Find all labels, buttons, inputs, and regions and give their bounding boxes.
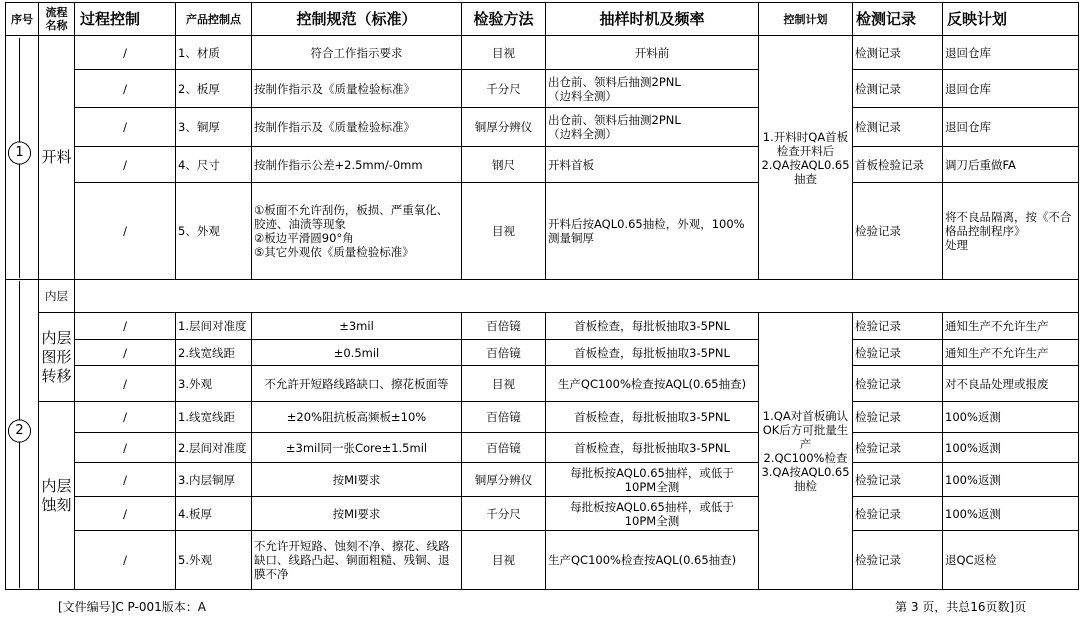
table-cell-process: / xyxy=(123,440,127,455)
table-cell-point: 2.线宽线距 xyxy=(178,345,235,360)
table-cell-reaction: 退回仓库 xyxy=(945,120,991,134)
table-cell-record: 检测记录 xyxy=(855,120,901,134)
table-cell-record: 检验记录 xyxy=(855,472,901,487)
table-cell-process: / xyxy=(123,319,127,333)
table-cell-spec: 按制作指示及《质量检验标准》 xyxy=(254,120,415,134)
table-cell-method: 百倍镜 xyxy=(486,410,521,424)
table-cell-record: 检验记录 xyxy=(855,410,901,424)
header-control-plan: 控制计划 xyxy=(783,12,828,26)
section2-control-plan: 1.QA对首板确认OK后方可批量生产 2.QC100%检查 3.QA按AQL0.65抽检 xyxy=(761,409,850,493)
table-cell-method: 百倍镜 xyxy=(486,319,521,333)
table-cell-spec: 按制作指示公差+2.5mm/-0mm xyxy=(254,157,423,172)
table-cell-point: 3、铜厚 xyxy=(178,120,220,134)
table-cell-spec: 按MI要求 xyxy=(332,472,381,487)
section2-name-pattern-transfer: 内层 图形 转移 xyxy=(41,328,72,385)
table-cell-timing: 首板检查，每批板抽取3-5PNL xyxy=(574,319,730,333)
table-cell-reaction: 退QC返检 xyxy=(945,553,997,567)
table-cell-point: 1.线宽线距 xyxy=(178,410,235,424)
table-cell-timing: 首板检查，每批板抽取3-5PNL xyxy=(574,440,730,455)
header-record: 检测记录 xyxy=(856,9,917,28)
table-cell-process: / xyxy=(123,553,127,567)
table-cell-reaction: 将不良品隔离，按《不合格品控制程序》 处理 xyxy=(945,210,1072,252)
table-cell-record: 检验记录 xyxy=(855,376,901,391)
table-cell-reaction: 通知生产不允许生产 xyxy=(945,345,1049,360)
table-cell-method: 百倍镜 xyxy=(486,345,521,360)
table-cell-record: 检验记录 xyxy=(855,345,901,360)
table-cell-record: 检验记录 xyxy=(855,319,901,333)
table-cell-method: 百倍镜 xyxy=(486,440,521,455)
table-cell-record: 检测记录 xyxy=(855,81,901,96)
table-cell-spec: ±0.5mil xyxy=(333,345,380,360)
section1-control-plan: 1.开料时QA首板检查开料后 2.QA按AQL0.65抽查 xyxy=(761,129,850,186)
table-cell-record: 检验记录 xyxy=(855,553,901,567)
table-cell-timing: 首板检查，每批板抽取3-5PNL xyxy=(574,410,730,424)
header-method: 检验方法 xyxy=(473,9,534,28)
table-cell-reaction: 对不良品处理或报废 xyxy=(945,376,1049,391)
table-cell-spec: ±3mil xyxy=(339,319,374,333)
table-cell-reaction: 退回仓库 xyxy=(945,81,991,96)
table-cell-record: 检验记录 xyxy=(855,506,901,521)
table-cell-spec: 按制作指示及《质量检验标准》 xyxy=(254,81,415,96)
header-flow-name: 流程 名称 xyxy=(45,6,68,32)
table-cell-spec: 按MI要求 xyxy=(332,506,381,521)
table-cell-process: / xyxy=(123,81,127,96)
table-cell-process: / xyxy=(123,506,127,521)
table-cell-process: / xyxy=(123,345,127,360)
header-control-point: 产品控制点 xyxy=(186,12,241,26)
table-cell-method: 千分尺 xyxy=(486,506,521,521)
table-cell-method: 目视 xyxy=(492,553,515,567)
table-cell-point: 3.外观 xyxy=(178,376,212,391)
table-cell-spec: 符合工作指示要求 xyxy=(310,45,403,60)
table-cell-method: 钢尺 xyxy=(492,157,515,172)
section1-number: 1 xyxy=(15,145,24,160)
header-process-control: 过程控制 xyxy=(80,9,141,28)
table-cell-reaction: 通知生产不允许生产 xyxy=(945,319,1049,333)
table-cell-process: / xyxy=(123,224,127,238)
table-cell-spec: ±3mil同一张Core±1.5mil xyxy=(285,440,428,455)
table-cell-point: 2.层间对准度 xyxy=(178,440,247,455)
table-cell-timing: 生产QC100%检查按AQL(0.65抽查) xyxy=(557,376,747,391)
table-cell-spec: ①板面不允许刮伤，板损、严重氧化、胶迹、油渍等现象 ②板边平滑圆90°角 ⑤其它外观依《质量检验标准》 xyxy=(254,203,449,259)
header-spec: 控制规范（标准） xyxy=(296,9,417,28)
table-cell-record: 检测记录 xyxy=(855,45,901,60)
table-cell-reaction: 100%返测 xyxy=(945,440,1001,455)
table-cell-record: 检验记录 xyxy=(855,224,901,238)
table-cell-point: 5、外观 xyxy=(178,224,220,238)
table-cell-timing: 首板检查，每批板抽取3-5PNL xyxy=(574,345,730,360)
section2-name-etching: 内层 蚀刻 xyxy=(41,476,72,514)
table-cell-reaction: 调刀后重做FA xyxy=(945,157,1016,172)
table-cell-timing: 每批板按AQL0.65抽样，或低于 10PM全测 xyxy=(570,499,734,528)
footer-doc-number: [文件编号]C P-001版本：A xyxy=(58,600,206,614)
table-cell-timing: 开料前 xyxy=(634,45,670,60)
section2-inner-label: 内层 xyxy=(45,288,68,303)
section2-number: 2 xyxy=(15,423,24,438)
table-cell-spec: 不允许开短路、蚀刻不净、擦花、线路缺口、线路凸起、铜面粗糙、残铜、退膜不净 xyxy=(254,539,450,581)
table-cell-point: 5.外观 xyxy=(178,553,212,567)
table-cell-timing: 生产QC100%检查按AQL(0.65抽查) xyxy=(548,553,737,567)
table-cell-timing: 开料首板 xyxy=(548,157,594,172)
table-cell-spec: 不允許开短路线路缺口、擦花板面等 xyxy=(264,376,449,391)
table-cell-process: / xyxy=(123,45,127,60)
table-cell-process: / xyxy=(123,376,127,391)
table-cell-point: 1.层间对准度 xyxy=(178,319,247,333)
table-cell-timing: 每批板按AQL0.65抽样，或低于 10PM全测 xyxy=(570,465,734,494)
table-cell-method: 铜厚分辨仪 xyxy=(474,472,533,487)
table-cell-reaction: 100%返测 xyxy=(945,472,1001,487)
header-timing: 抽样时机及频率 xyxy=(599,9,705,28)
table-cell-method: 铜厚分辨仪 xyxy=(474,120,533,134)
table-cell-method: 千分尺 xyxy=(486,81,521,96)
table-cell-point: 1、材质 xyxy=(178,45,220,60)
table-cell-reaction: 100%返测 xyxy=(945,410,1001,424)
header-seq: 序号 xyxy=(11,12,33,26)
table-cell-record: 首板检验记录 xyxy=(855,157,924,172)
table-cell-timing: 出仓前、领料后抽测2PNL （边料全测） xyxy=(548,74,681,103)
table-cell-point: 4、尺寸 xyxy=(178,157,220,172)
table-cell-process: / xyxy=(123,157,127,172)
table-cell-process: / xyxy=(123,472,127,487)
table-cell-record: 检验记录 xyxy=(855,440,901,455)
header-reaction: 反映计划 xyxy=(947,9,1008,28)
table-cell-point: 4.板厚 xyxy=(178,506,212,521)
table-cell-point: 2、板厚 xyxy=(178,81,220,96)
table-cell-reaction: 退回仓库 xyxy=(945,45,991,60)
table-cell-point: 3.内层铜厚 xyxy=(178,472,235,487)
footer-page-number: 第 3 页，共总16页数]页 xyxy=(895,600,1027,614)
table-cell-method: 目视 xyxy=(492,376,515,391)
table-cell-method: 目视 xyxy=(492,45,515,60)
table-cell-spec: ±20%阻抗板高频板±10% xyxy=(286,410,427,424)
table-cell-process: / xyxy=(123,410,127,424)
table-cell-timing: 开料后按AQL0.65抽检，外观，100%测量铜厚 xyxy=(548,217,745,245)
table-cell-method: 目视 xyxy=(492,224,515,238)
section1-name: 开料 xyxy=(41,148,72,166)
table-cell-timing: 出仓前、领料后抽测2PNL （边料全测） xyxy=(548,113,681,141)
table-cell-process: / xyxy=(123,120,127,134)
table-cell-reaction: 100%返测 xyxy=(945,506,1001,521)
